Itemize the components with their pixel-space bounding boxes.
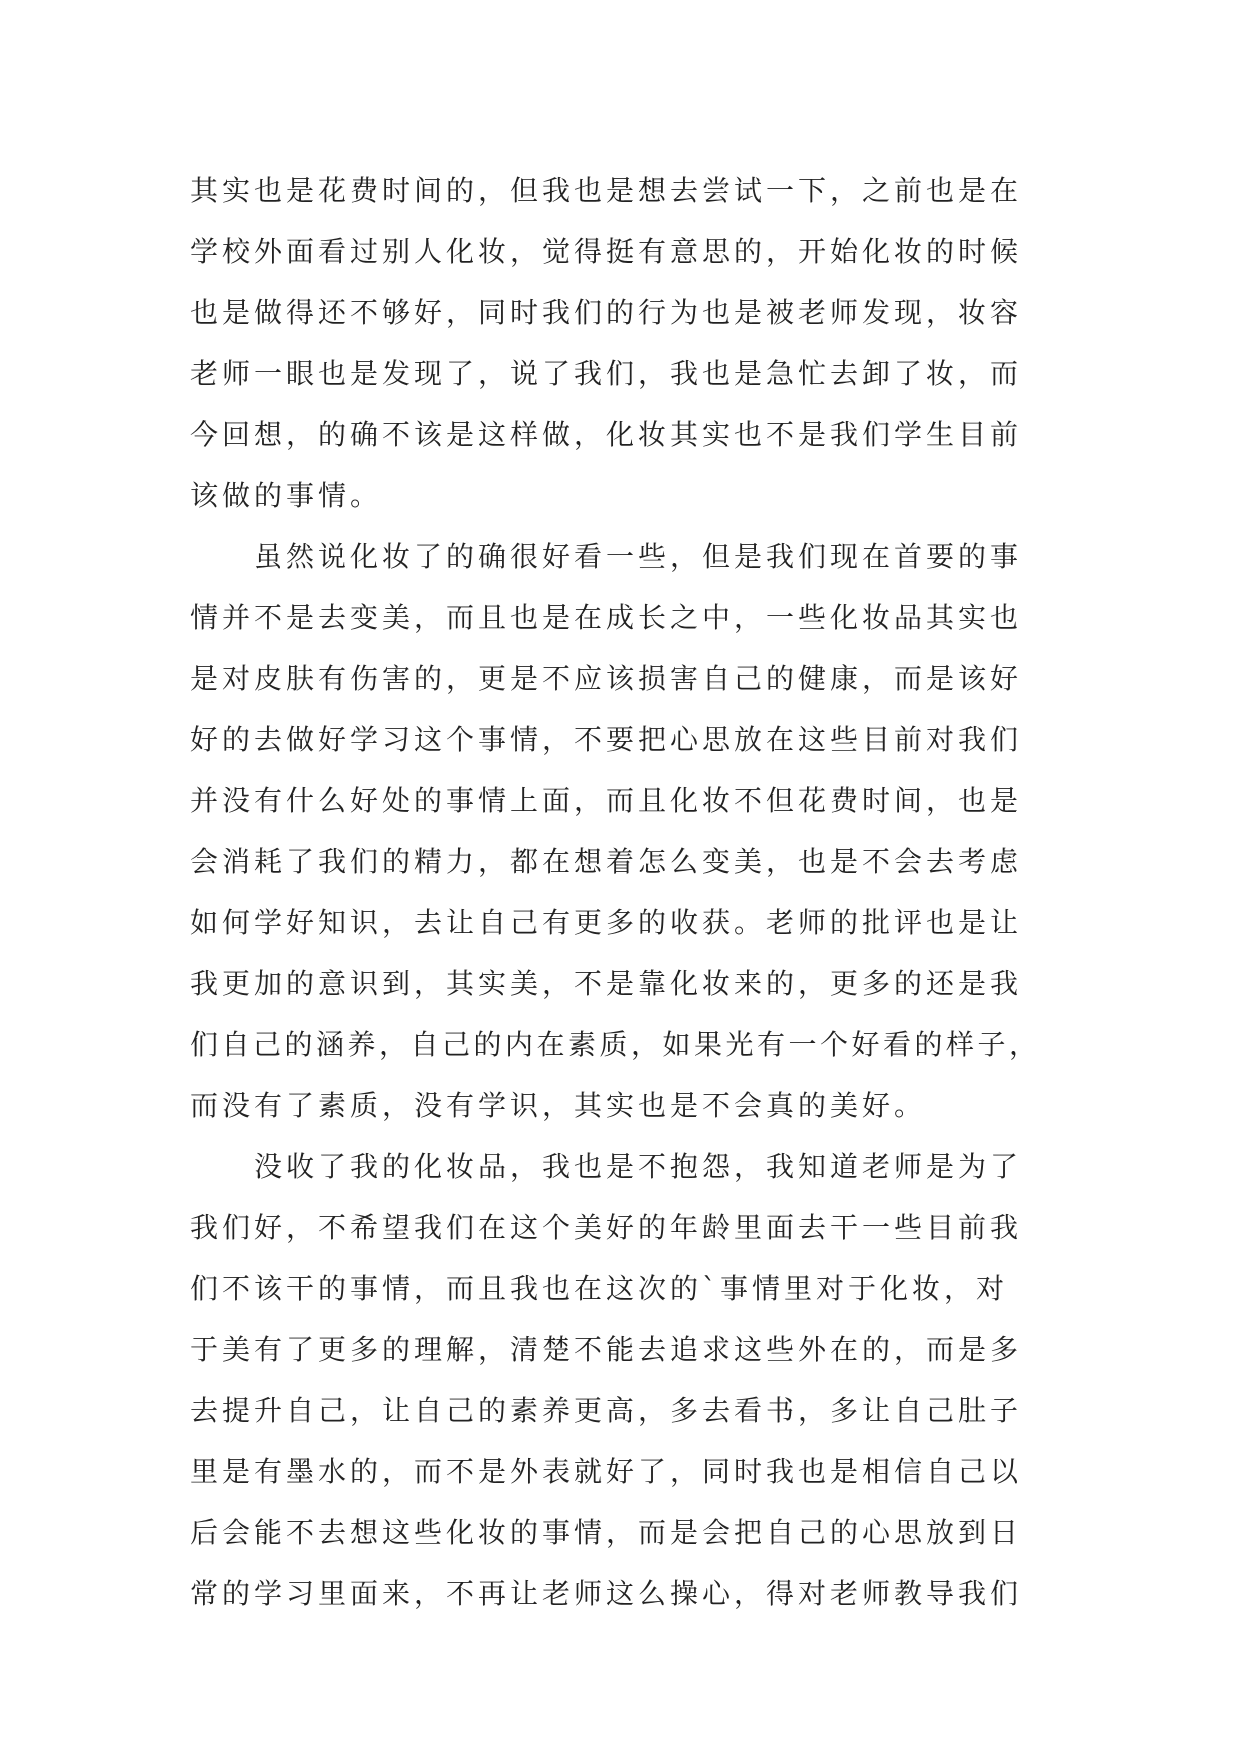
text-line: 是对皮肤有伤害的，更是不应该损害自己的健康，而是该好 — [190, 662, 1023, 695]
text-line: 今回想，的确不该是这样做，化妆其实也不是我们学生目前 — [190, 418, 1023, 451]
text-line: 我更加的意识到，其实美，不是靠化妆来的，更多的还是我 — [190, 967, 1023, 1000]
body-text — [190, 160, 1052, 1624]
text-line: 该做的事情。 — [190, 479, 383, 512]
text-line: 们不该干的事情，而且我也在这次的`事情里对于化妆，对 — [190, 1272, 1009, 1305]
text-line: 而没有了素质，没有学识，其实也是不会真的美好。 — [190, 1089, 927, 1122]
text-line: 也是做得还不够好，同时我们的行为也是被老师发现，妆容 — [190, 296, 1023, 329]
text-line: 其实也是花费时间的，但我也是想去尝试一下，之前也是在 — [190, 174, 1023, 207]
text-line: 里是有墨水的，而不是外表就好了，同时我也是相信自己以 — [190, 1455, 1023, 1488]
text-line: 们自己的涵养，自己的内在素质，如果光有一个好看的样子， — [190, 1028, 1041, 1061]
text-line: 常的学习里面来，不再让老师这么操心，得对老师教导我们 — [190, 1577, 1023, 1610]
text-line: 我们好，不希望我们在这个美好的年龄里面去干一些目前我 — [190, 1211, 1023, 1244]
text-line: 并没有什么好处的事情上面，而且化妆不但花费时间，也是 — [190, 784, 1023, 817]
text-line: 如何学好知识，去让自己有更多的收获。老师的批评也是让 — [190, 906, 1023, 939]
text-line: 于美有了更多的理解，清楚不能去追求这些外在的，而是多 — [190, 1333, 1023, 1366]
text-line: 老师一眼也是发现了，说了我们，我也是急忙去卸了妆，而 — [190, 357, 1023, 390]
text-line: 后会能不去想这些化妆的事情，而是会把自己的心思放到日 — [190, 1516, 1023, 1549]
paragraph-first-line: 没收了我的化妆品，我也是不抱怨，我知道老师是为了 — [254, 1150, 1023, 1183]
paragraph-first-line: 虽然说化妆了的确很好看一些，但是我们现在首要的事 — [254, 540, 1023, 573]
text-line: 好的去做好学习这个事情，不要把心思放在这些目前对我们 — [190, 723, 1023, 756]
text-line: 情并不是去变美，而且也是在成长之中，一些化妆品其实也 — [190, 601, 1023, 634]
text-line: 学校外面看过别人化妆，觉得挺有意思的，开始化妆的时候 — [190, 235, 1023, 268]
text-line: 会消耗了我们的精力，都在想着怎么变美，也是不会去考虑 — [190, 845, 1023, 878]
text-line: 去提升自己，让自己的素养更高，多去看书，多让自己肚子 — [190, 1394, 1023, 1427]
